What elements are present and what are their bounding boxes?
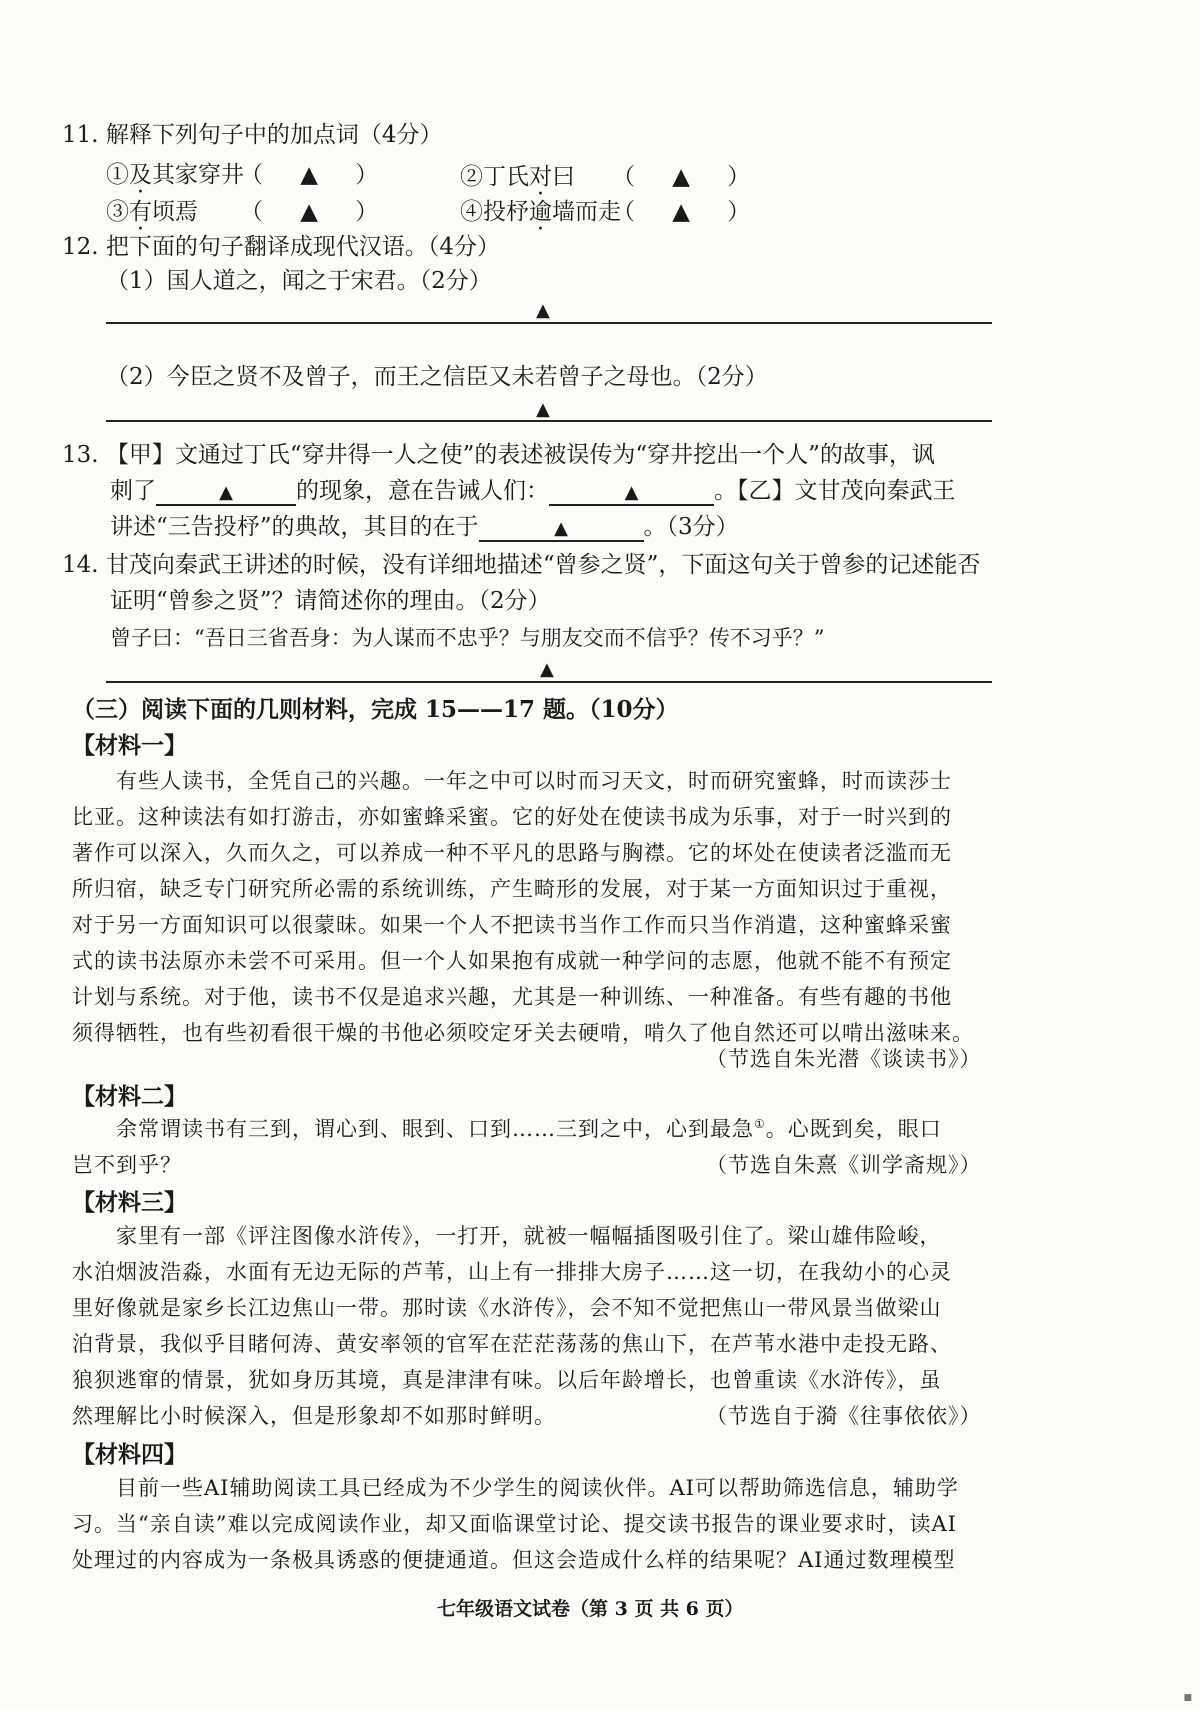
dotted-char: 对 <box>529 164 552 190</box>
material-3-line: 狼狈逃窜的情景，犹如身历其境，真是津津有味。以后年龄增长，也曾重读《水浒传》，虽 <box>72 1368 942 1392</box>
section-3-title: （三）阅读下面的几则材料，完成 15——17 题。（10分） <box>72 696 679 723</box>
material-3-source: （节选自于漪《往事依依》） <box>706 1404 982 1428</box>
q11-blank-1: （ ▲ ） <box>240 162 379 188</box>
material-2-line: 岂不到乎？ <box>72 1153 182 1177</box>
material-3-heading: 【材料三】 <box>72 1189 187 1216</box>
q12-sentence-2: （2）今臣之贤不及曾子，而王之信臣又未若曾子之母也。（2分） <box>106 364 768 390</box>
dotted-char: 逾 <box>529 199 552 225</box>
material-3-line: 里好像就是家乡长江边焦山一带。那时读《水浒传》，会不知不觉把焦山一带风景当做梁山 <box>72 1296 942 1320</box>
material-1-line: 式的读书法原亦未尝不可采用。但一个人如果抱有成就一种学问的志愿，他就不能不有预定 <box>72 949 952 973</box>
material-4-line: 习。当“亲自读”难以完成阅读作业，却又面临课堂讨论、提交读书报告的课业要求时，读AI <box>72 1512 957 1536</box>
q14-line-2: 证明“曾参之贤”？请简述你的理由。（2分） <box>110 588 551 614</box>
material-1-line: 著作可以深入，久而久之，可以养成一种不平凡的思路与胸襟。它的坏处在使读者泛滥而无 <box>72 841 952 865</box>
q11-item-1: ①及其家穿井 <box>106 162 244 188</box>
material-1-line: 对于另一方面知识可以很蒙昧。如果一个人不把读书当作工作而只当作消遣，这种蜜蜂采蜜 <box>72 913 952 937</box>
answer-line[interactable] <box>106 420 992 422</box>
q11-item-2: ②丁氏对曰 <box>460 164 575 190</box>
material-4-heading: 【材料四】 <box>72 1441 187 1468</box>
material-3-line: 泊背景，我似乎目睹何涛、黄安率领的官军在茫茫荡荡的焦山下，在芦苇水港中走投无路、 <box>72 1332 952 1356</box>
material-2-heading: 【材料二】 <box>72 1083 187 1110</box>
material-1-line: 须得牺牲，也有些初看很干燥的书他必须咬定牙关去硬啃，啃久了他自然还可以啃出滋味来。 <box>72 1021 974 1045</box>
q11-item-4: ④投杼逾墙而走 <box>460 199 621 225</box>
q12-title: 12. 把下面的句子翻译成现代汉语。（4分） <box>62 234 501 260</box>
q12-sentence-1: （1）国人道之，闻之于宋君。（2分） <box>106 268 492 294</box>
answer-mark: ▲ <box>540 659 554 680</box>
fill-blank[interactable]: ▲ <box>479 515 644 542</box>
footnote-mark: ① <box>754 1117 766 1131</box>
q11-item-3: ③有顷焉 <box>106 199 198 225</box>
answer-line[interactable] <box>106 322 992 324</box>
watermark-logo-icon: ■ <box>1183 1693 1192 1703</box>
material-1-line: 所归宿，缺乏专门研究所必需的系统训练，产生畸形的发展，对于某一方面知识过于重视， <box>72 877 952 901</box>
q11-blank-2: （ ▲ ） <box>612 164 751 190</box>
material-1-line: 有些人读书，全凭自己的兴趣。一年之中可以时而习天文，时而研究蜜蜂，时而读莎士 <box>116 769 952 793</box>
material-3-line: 家里有一部《评注图像水浒传》，一打开，就被一幅幅插图吸引住了。梁山雄伟险峻， <box>116 1224 942 1248</box>
answer-mark: ▲ <box>536 300 550 321</box>
q11-title: 11. 解释下列句子中的加点词（4分） <box>62 122 443 148</box>
q13-line-1: 13. 【甲】文通过丁氏“穿井得一人之使”的表述被误传为“穿井挖出一个人”的故事，讽 <box>62 442 935 468</box>
dotted-char: 及 <box>129 162 152 188</box>
page-footer: 七年级语文试卷（第 3 页 共 6 页） <box>437 1598 744 1620</box>
q11-blank-4: （ ▲ ） <box>612 199 751 225</box>
material-3-line: 然理解比小时候深入，但是形象却不如那时鲜明。 <box>72 1404 556 1428</box>
material-1-source: （节选自朱光潜《谈读书》） <box>706 1047 982 1071</box>
material-3-line: 水泊烟波浩淼，水面有无边无际的芦苇，山上有一排排大房子……这一切，在我幼小的心灵 <box>72 1260 952 1284</box>
dotted-char: 有 <box>129 199 152 225</box>
q14-line-1: 14. 甘茂向秦武王讲述的时候，没有详细地描述“曾参之贤”，下面这句关于曾参的记述能否 <box>62 552 981 578</box>
q13-line-2: 刺了 ▲ 的现象，意在告诫人们： ▲ 。【乙】文甘茂向秦武王 <box>110 472 956 506</box>
fill-blank[interactable]: ▲ <box>549 479 714 506</box>
q14-quote: 曾子曰：“吾日三省吾身：为人谋而不忠乎？与朋友交而不信乎？传不习乎？” <box>110 626 825 650</box>
material-1-line: 比亚。这种读法有如打游击，亦如蜜蜂采蜜。它的好处在使读书成为乐事，对于一时兴到的 <box>72 805 952 829</box>
material-1-heading: 【材料一】 <box>72 732 187 759</box>
q13-line-3: 讲述“三告投杼”的典故，其目的在于 ▲ 。（3分） <box>110 508 739 542</box>
material-4-line: 处理过的内容成为一条极具诱惑的便捷通道。但这会造成什么样的结果呢？AI通过数理模型 <box>72 1548 956 1572</box>
fill-blank[interactable]: ▲ <box>156 479 296 506</box>
material-2-line: 余常谓读书有三到，谓心到、眼到、口到……三到之中，心到最急①。心既到矣，眼口 <box>116 1117 942 1141</box>
material-2-source: （节选自朱熹《训学斋规》） <box>706 1153 982 1177</box>
answer-mark: ▲ <box>536 399 550 420</box>
material-1-line: 计划与系统。对于他，读书不仅是追求兴趣，尤其是一种训练、一种准备。有些有趣的书他 <box>72 985 952 1009</box>
answer-line[interactable] <box>106 681 992 683</box>
q11-blank-3: （ ▲ ） <box>240 199 379 225</box>
material-4-line: 目前一些AI辅助阅读工具已经成为不少学生的阅读伙伴。AI可以帮助筛选信息，辅助学 <box>116 1476 959 1500</box>
